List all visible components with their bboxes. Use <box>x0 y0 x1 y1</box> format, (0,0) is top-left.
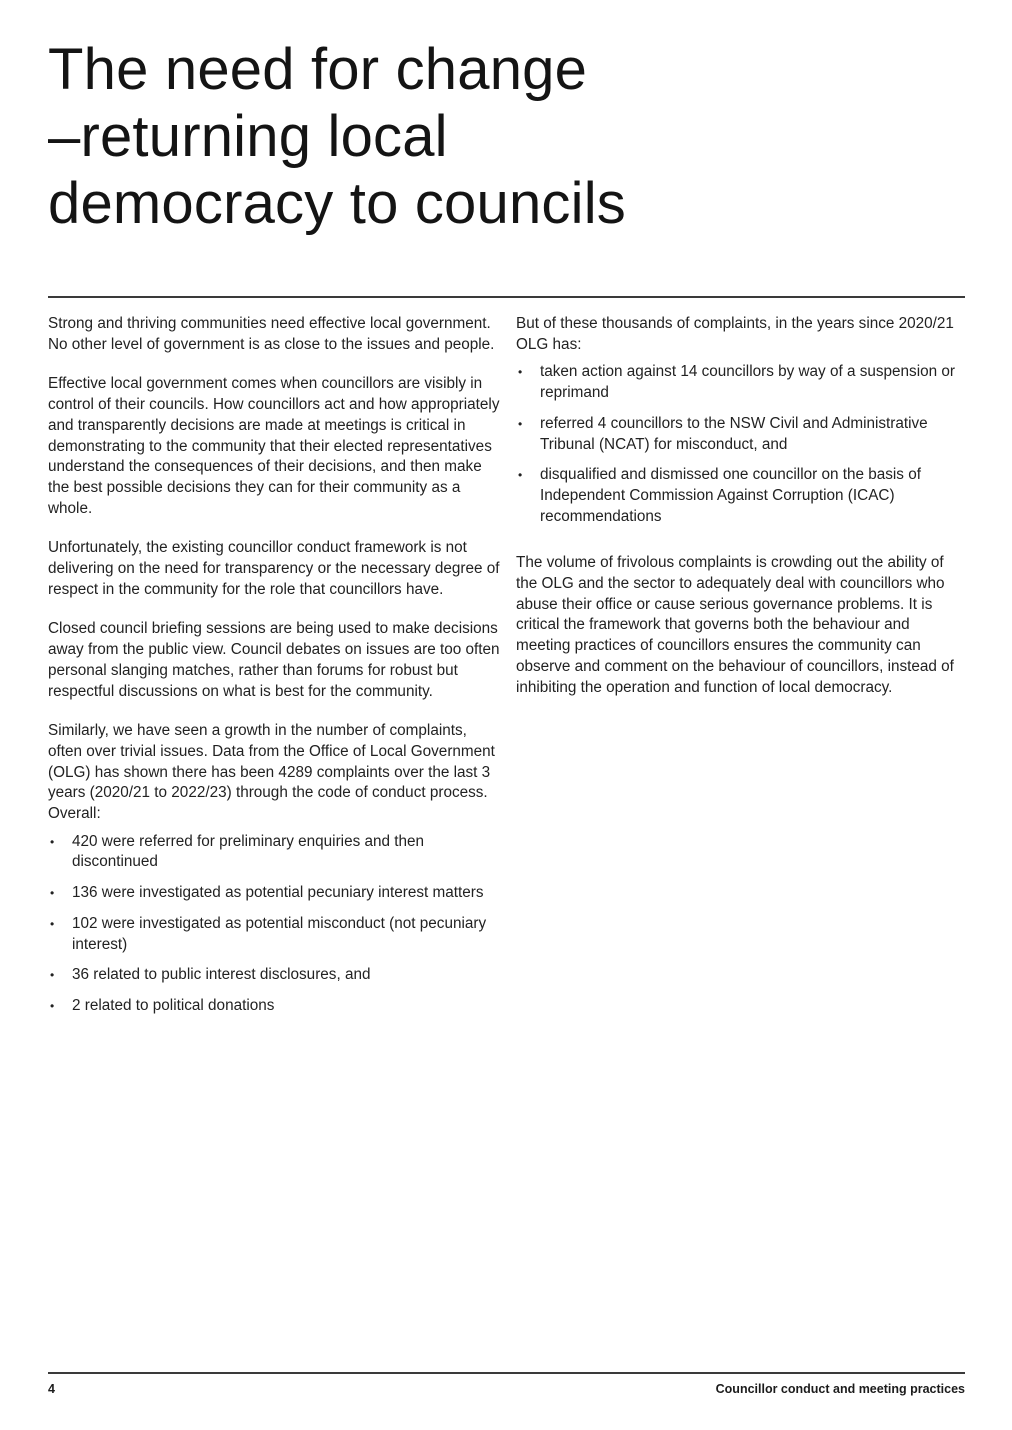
page-number: 4 <box>48 1382 55 1396</box>
footer-divider <box>48 1372 965 1374</box>
page-title-line-1: The need for change <box>48 37 588 102</box>
briefing-sessions-paragraph: Closed council briefing sessions are being used to make decisions away from the public view. Council debates on issues are too often personal slanging matches, rather than forums for robust but respectful discussions on what is best for the community. <box>48 620 500 700</box>
footer-document-title: Councillor conduct and meeting practices <box>715 1382 965 1396</box>
olg-actions-list <box>516 362 966 527</box>
list-item: • 420 were referred for preliminary enquiries and then discontinued <box>48 832 500 873</box>
right-column <box>516 314 966 717</box>
left-column <box>48 314 500 1036</box>
list-item: • taken action against 14 councillors by way of a suspension or reprimand <box>516 362 966 403</box>
frivolous-complaints-paragraph: The volume of frivolous complaints is crowding out the ability of the OLG and the sector to adequately deal with councillors who abuse their office or cause serious governance problems. It is critical the framework that governs both the behaviour and meeting practices of councillors ensures the community can observe and comment on the behaviour of councillors, instead of inhibiting the operation and function of local democracy. <box>516 554 954 696</box>
olg-actions-intro: But of these thousands of complaints, in the years since 2020/21 OLG has: <box>516 315 954 353</box>
list-item: • 36 related to public interest disclosures, and <box>48 965 500 986</box>
list-item: • disqualified and dismissed one councillor on the basis of Independent Commission Against Corruption (ICAC) recommendations <box>516 465 966 527</box>
framework-paragraph: Unfortunately, the existing councillor conduct framework is not delivering on the need for transparency or the necessary degree of respect in the community for the role that councillors have. <box>48 539 500 598</box>
page-title-line-2: –returning local <box>48 104 448 169</box>
effective-government-paragraph: Effective local government comes when councillors are visibly in control of their councils. How councillors act and how appropriately and transparently decisions are made at meetings is critical in demonstrating to the community that their elected representatives understand the consequences of their decisions, and then make the best possible decisions they can for their community as a whole. <box>48 375 500 517</box>
page-title <box>48 36 948 237</box>
intro-paragraph: Strong and thriving communities need effective local government. No other level of government is as close to the issues and people. <box>48 315 495 353</box>
list-item: • 102 were investigated as potential misconduct (not pecuniary interest) <box>48 914 500 955</box>
list-item: • referred 4 councillors to the NSW Civil and Administrative Tribunal (NCAT) for misconduct, and <box>516 414 966 455</box>
title-divider <box>48 296 965 298</box>
complaints-list <box>48 832 500 1017</box>
page-title-line-3: democracy to councils <box>48 171 626 236</box>
list-item: • 136 were investigated as potential pecuniary interest matters <box>48 883 500 904</box>
complaints-paragraph: Similarly, we have seen a growth in the number of complaints, often over trivial issues. Data from the Office of Local Government (OLG) has shown there has been 4289 complaints over the last 3 years (2020/21 to 2022/23) through the code of conduct process. Overall: <box>48 722 495 823</box>
list-item: • 2 related to political donations <box>48 996 500 1017</box>
